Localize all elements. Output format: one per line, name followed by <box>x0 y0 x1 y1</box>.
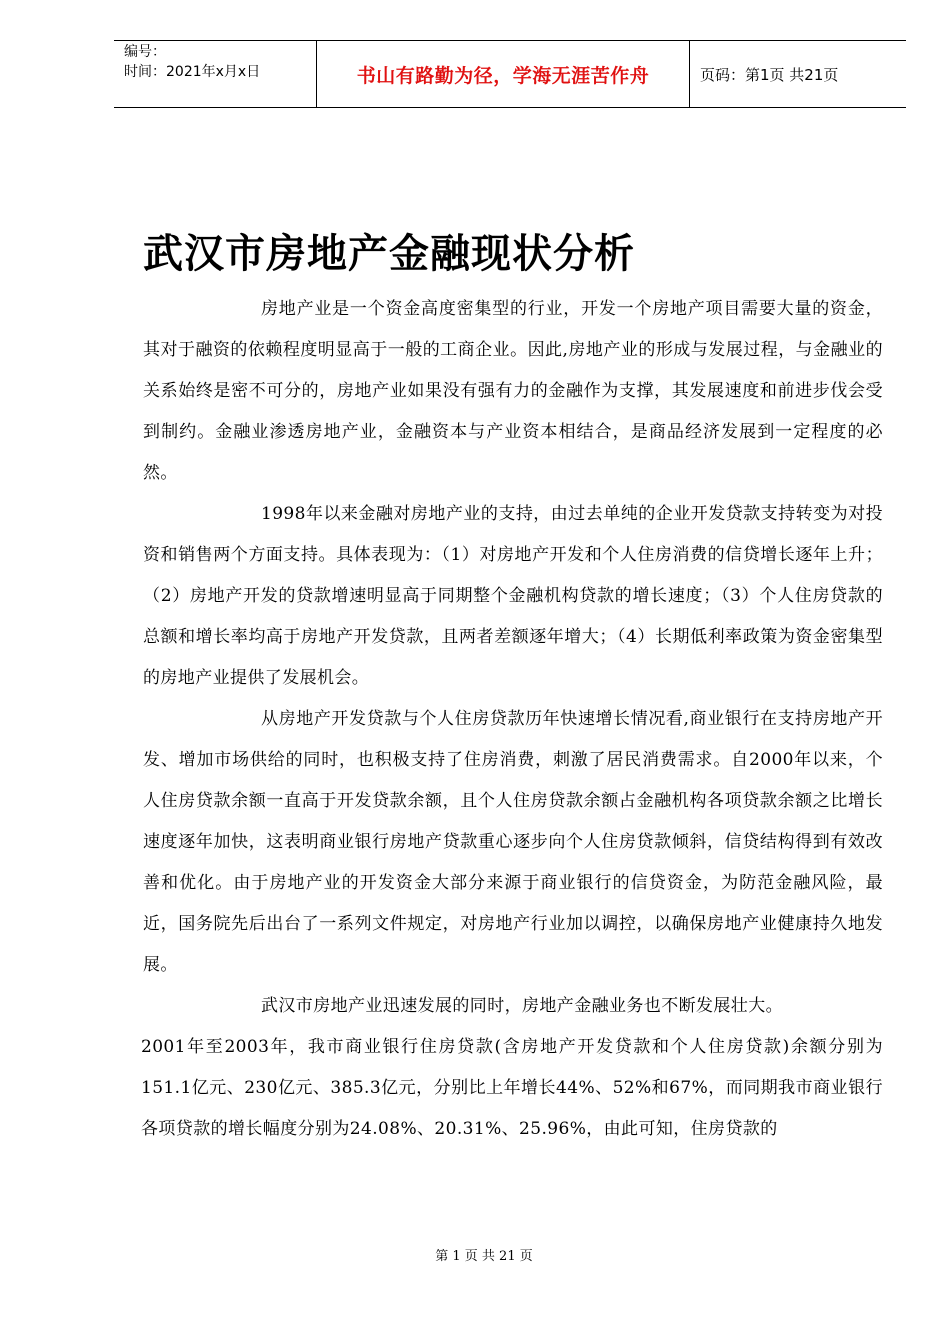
header-motto: 书山有路勤为径，学海无涯苦作舟 <box>356 64 650 87</box>
document-body <box>143 289 883 1150</box>
header-page-info: 页码：第1页 共21页 <box>700 65 839 84</box>
body-paragraph-continuation: 2001年至2003年，我市商业银行住房贷款(含房地产开发贷款和个人住房贷款)余额分别为151.1亿元、230亿元、385.3亿元，分别比上年增长44%、52%和67%，而同期我市商业银行各项贷款的增长幅度分别为24.08%、20.31%、25.96%，由此可知，住房贷款的 <box>141 1037 883 1139</box>
document-title: 武汉市房地产金融现状分析 <box>143 231 635 277</box>
document-time-label: 时间：2021年x月x日 <box>124 64 261 80</box>
body-paragraph <box>143 986 883 1150</box>
body-paragraph: 从房地产开发贷款与个人住房贷款历年快速增长情况看,商业银行在支持房地产开发、增加市场供给的同时，也积极支持了住房消费，刺激了居民消费需求。自2000年以来，个人住房贷款余额一直高于开发贷款余额，且个人住房贷款余额占金融机构各项贷款余额之比增长速度逐年加快，这表明商业银行房地产贷款重心逐步向个人住房贷款倾斜，信贷结构得到有效改善和优化。由于房地产业的开发资金大部分来源于商业银行的信贷资金，为防范金融风险，最近，国务院先后出台了一系列文件规定，对房地产行业加以调控，以确保房地产业健康持久地发展。 <box>143 709 883 975</box>
header-meta-cell <box>114 41 316 107</box>
body-paragraph-first-line: 武汉市房地产业迅速发展的同时，房地产金融业务也不断发展壮大。 <box>261 996 783 1016</box>
document-code-label: 编号： <box>124 44 166 60</box>
page-footer: 第 1 页 共 21 页 <box>435 1249 533 1264</box>
header-motto-cell <box>316 41 690 107</box>
header-page-cell <box>690 41 906 107</box>
body-paragraph: 1998年以来金融对房地产业的支持，由过去单纯的企业开发贷款支持转变为对投资和销售两个方面支持。具体表现为：（1）对房地产开发和个人住房消费的信贷增长逐年上升；（2）房地产开发的贷款增速明显高于同期整个金融机构贷款的增长速度；（3）个人住房贷款的总额和增长率均高于房地产开发贷款，且两者差额逐年增大；（4）长期低利率政策为资金密集型的房地产业提供了发展机会。 <box>143 504 883 688</box>
page-header <box>114 40 906 108</box>
body-paragraph: 房地产业是一个资金高度密集型的行业，开发一个房地产项目需要大量的资金，其对于融资的依赖程度明显高于一般的工商企业。因此,房地产业的形成与发展过程，与金融业的关系始终是密不可分的，房地产业如果没有强有力的金融作为支撑，其发展速度和前进步伐会受到制约。金融业渗透房地产业，金融资本与产业资本相结合，是商品经济发展到一定程度的必然。 <box>143 299 883 483</box>
